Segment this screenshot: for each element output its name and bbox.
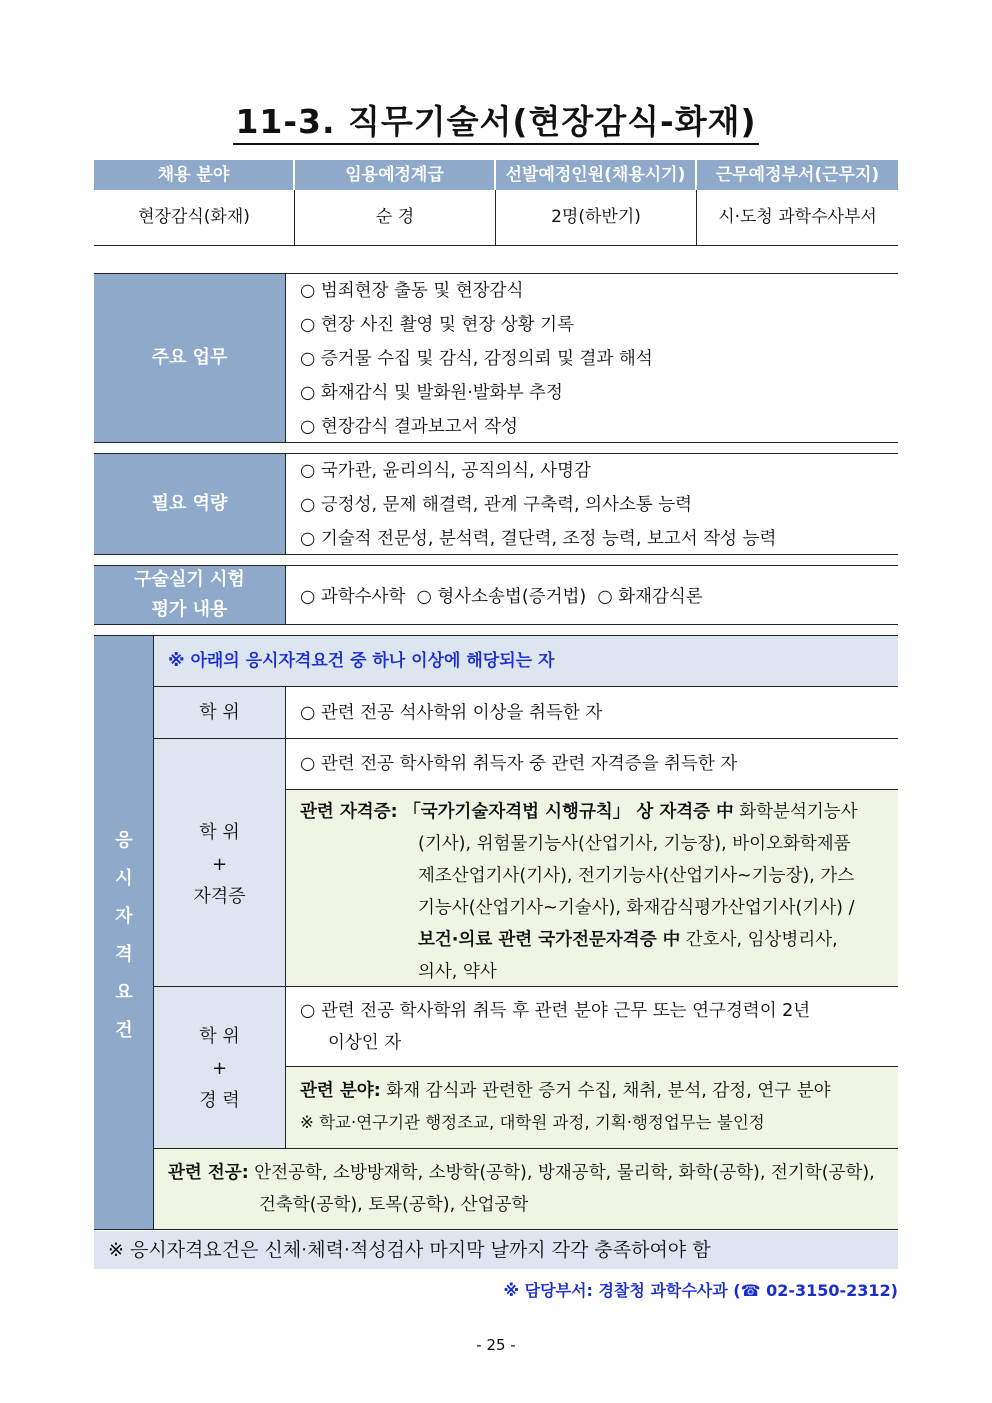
cert-text: 제조산업기사(기사), 전기기능사(산업기사~기능장), 가스 <box>418 866 855 886</box>
list-item: ○ 범죄현장 출동 및 현장감식 <box>300 281 524 301</box>
degree-career-label <box>154 987 286 1149</box>
table-cell: 순 경 <box>295 190 496 245</box>
duties-section <box>94 273 898 443</box>
cert-text: 간호사, 임상병리사, <box>685 930 838 950</box>
column-header: 근무예정부서(근무지) <box>697 160 898 190</box>
list-item: ○ 현장감식 결과보고서 작성 <box>300 417 518 437</box>
cert-text: (기사), 위험물기능사(산업기사, 기능장), 바이오화학제품 <box>418 834 851 854</box>
degree-label: 학 위 <box>154 687 286 739</box>
column-header: 임용예정계급 <box>295 160 496 190</box>
list-item: ○ 긍정성, 문제 해결력, 관계 구축력, 의사소통 능력 <box>300 495 693 515</box>
major-text: 안전공학, 소방방재학, 소방학(공학), 방재공학, 물리학, 화학(공학), 전기학(공학), <box>254 1163 875 1183</box>
label-line: 구술실기 시험 <box>134 569 245 590</box>
page-number: - 25 - <box>476 1336 516 1354</box>
cert-text: 화학분석기능사 <box>739 802 858 822</box>
field-note: ※ 학교·연구기관 행정조교, 대학원 과정, 기획·행정업무는 불인정 <box>300 1113 765 1132</box>
field-text: 화재 감식과 관련한 증거 수집, 채취, 분석, 감정, 연구 분야 <box>386 1081 831 1101</box>
cert-medical: 보건·의료 관련 국가전문자격증 中 <box>418 930 681 950</box>
list-item: ○ 증거물 수집 및 감식, 감정의뢰 및 결과 해석 <box>300 349 653 369</box>
oral-exam-section <box>94 565 898 625</box>
degree-requirement: ○ 관련 전공 석사학위 이상을 취득한 자 <box>286 687 898 739</box>
field-head: 관련 분야: <box>300 1081 381 1101</box>
label-char: 시 <box>115 868 133 889</box>
qualification-section <box>94 635 898 1230</box>
major-head: 관련 전공: <box>168 1163 249 1183</box>
degree-career-requirement <box>286 987 898 1067</box>
qualification-note: ※ 아래의 응시자격요건 중 하나 이상에 해당되는 자 <box>154 636 898 687</box>
label-line: + <box>211 1058 228 1079</box>
label-char: 건 <box>115 1020 133 1041</box>
label-char: 자 <box>115 906 133 927</box>
column-header: 선발예정인원(채용시기) <box>496 160 697 190</box>
table-cell: 현장감식(화재) <box>94 190 295 245</box>
section-label <box>94 566 286 624</box>
page-title: 11-3. 직무기술서(현장감식-화재) <box>0 96 992 143</box>
label-char: 요 <box>115 982 133 1003</box>
major-text: 건축학(공학), 토목(공학), 산업공학 <box>259 1195 529 1215</box>
footer-note: ※ 응시자격요건은 신체·체력·적성검사 마지막 날까지 각각 충족하여야 함 <box>94 1231 898 1269</box>
degree-cert-requirement: ○ 관련 전공 학사학위 취득자 중 관련 자격증을 취득한 자 <box>286 739 898 790</box>
label-line: 경 력 <box>199 1090 240 1111</box>
label-line: 평가 내용 <box>151 599 228 620</box>
requirement-line: 이상인 자 <box>328 1033 402 1053</box>
label-line: 학 위 <box>199 822 240 843</box>
column-header: 채용 분야 <box>94 160 295 190</box>
related-field <box>286 1067 898 1149</box>
cert-text: 의사, 약사 <box>418 962 497 982</box>
list-item: ○ 기술적 전문성, 분석력, 결단력, 조정 능력, 보고서 작성 능력 <box>300 529 777 549</box>
label-char: 격 <box>115 944 133 965</box>
label-line: + <box>211 854 228 875</box>
table-cell: 시·도청 과학수사부서 <box>718 207 877 227</box>
related-majors <box>154 1149 898 1229</box>
cert-text: 기능사(산업기사~기술사), 화재감식평가산업기사(기사) / <box>418 898 855 918</box>
section-label: 주요 업무 <box>94 274 286 442</box>
exam-subjects: ○ 과학수사학 ○ 형사소송법(증거법) ○ 화재감식론 <box>300 586 703 607</box>
degree-cert-label <box>154 739 286 987</box>
recruitment-summary-table <box>94 160 898 245</box>
table-cell: 2명(하반기) <box>496 190 697 245</box>
list-item: ○ 현장 사진 촬영 및 현장 상황 기록 <box>300 315 574 335</box>
section-label: 필요 역량 <box>94 454 286 554</box>
requirement-line: ○ 관련 전공 학사학위 취득 후 관련 분야 근무 또는 연구경력이 2년 <box>300 1001 811 1021</box>
contact-info: ※ 담당부서: 경찰청 과학수사과 (☎ 02-3150-2312) <box>503 1281 898 1300</box>
cert-head: 관련 자격증: <box>300 802 398 822</box>
label-line: 학 위 <box>199 1026 240 1047</box>
competency-section <box>94 453 898 555</box>
related-certificates <box>286 790 898 987</box>
qualification-vertical-label <box>94 636 154 1229</box>
label-char: 응 <box>115 830 133 851</box>
list-item: ○ 국가관, 윤리의식, 공직의식, 사명감 <box>300 461 591 481</box>
cert-law: 「국가기술자격법 시행규칙」 상 자격증 中 <box>403 802 734 822</box>
label-line: 자격증 <box>193 886 246 907</box>
list-item: ○ 화재감식 및 발화원·발화부 추정 <box>300 383 563 403</box>
